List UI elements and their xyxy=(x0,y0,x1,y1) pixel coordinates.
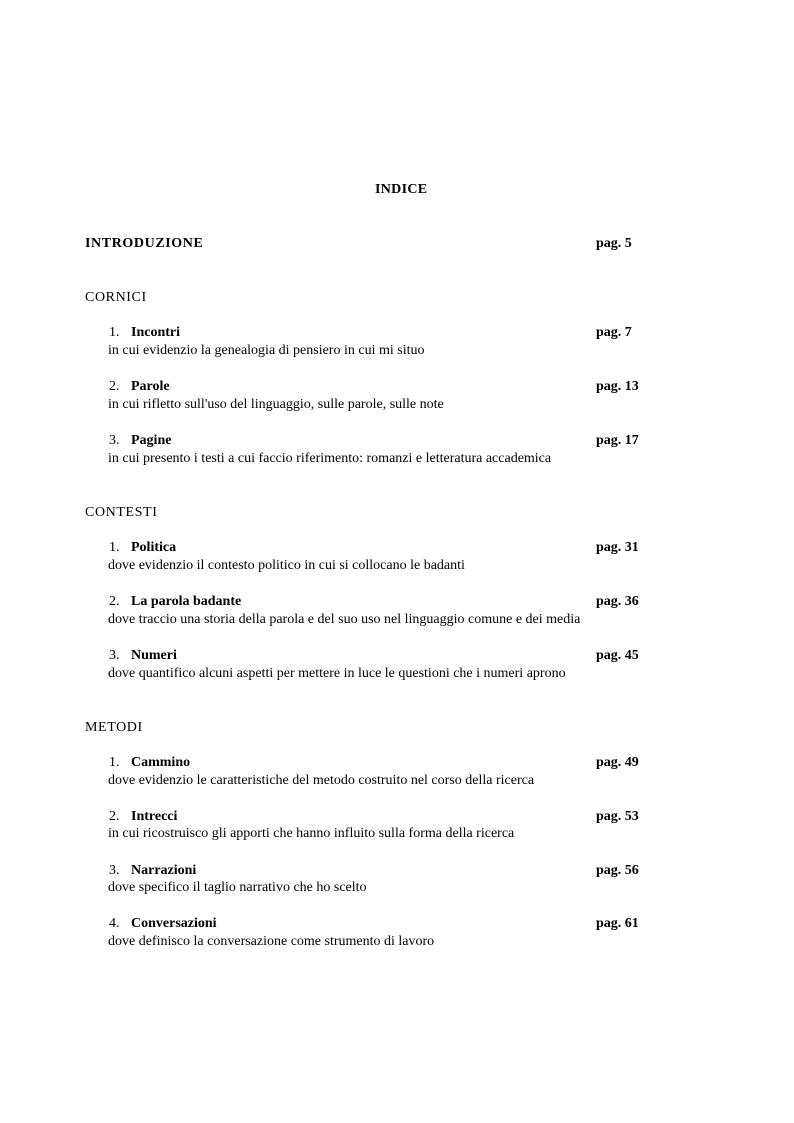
introduction-label: INTRODUZIONE xyxy=(85,236,204,251)
entry-description: dove specifico il taglio narrativo che ho scelto xyxy=(108,880,367,895)
entry-number: 3. xyxy=(109,863,120,878)
entry-title: Cammino xyxy=(131,755,191,770)
entry-number: 1. xyxy=(109,540,120,555)
entry-title: Incontri xyxy=(131,325,180,340)
entry-number: 2. xyxy=(109,809,120,824)
entry-page: pag. 45 xyxy=(596,648,639,663)
entry-title: Numeri xyxy=(131,648,177,663)
entry-page: pag. 17 xyxy=(596,433,639,448)
entry-page: pag. 13 xyxy=(596,379,639,394)
introduction-page: pag. 5 xyxy=(596,236,632,251)
entry-page: pag. 56 xyxy=(596,863,639,878)
entry-description: dove traccio una storia della parola e del suo uso nel linguaggio comune e dei media xyxy=(108,612,581,627)
entry-page: pag. 36 xyxy=(596,594,639,609)
entry-description: dove definisco la conversazione come strumento di lavoro xyxy=(108,934,435,949)
entry-title: Narrazioni xyxy=(131,863,197,878)
entry-description: dove evidenzio il contesto politico in cui si collocano le badanti xyxy=(108,558,465,573)
entry-title: Conversazioni xyxy=(131,916,217,931)
entry-page: pag. 7 xyxy=(596,325,632,340)
entry-number: 2. xyxy=(109,594,120,609)
page-title: INDICE xyxy=(375,182,428,197)
entry-title: La parola badante xyxy=(131,594,242,609)
entry-title: Pagine xyxy=(131,433,172,448)
entry-page: pag. 31 xyxy=(596,540,639,555)
entry-number: 2. xyxy=(109,379,120,394)
entry-number: 4. xyxy=(109,916,120,931)
entry-description: in cui rifletto sull'uso del linguaggio, sulle parole, sulle note xyxy=(108,397,444,412)
entry-title: Politica xyxy=(131,540,177,555)
entry-page: pag. 61 xyxy=(596,916,639,931)
entry-title: Intrecci xyxy=(131,809,178,824)
entry-number: 3. xyxy=(109,648,120,663)
entry-description: in cui presento i testi a cui faccio riferimento: romanzi e letteratura accademica xyxy=(108,451,552,466)
entry-description: dove quantifico alcuni aspetti per mettere in luce le questioni che i numeri aprono xyxy=(108,666,566,681)
entry-page: pag. 49 xyxy=(596,755,639,770)
section-heading-contesti: CONTESTI xyxy=(85,505,158,520)
section-heading-cornici: CORNICI xyxy=(85,290,147,305)
entry-number: 1. xyxy=(109,755,120,770)
entry-number: 3. xyxy=(109,433,120,448)
entry-title: Parole xyxy=(131,379,170,394)
entry-description: dove evidenzio le caratteristiche del metodo costruito nel corso della ricerca xyxy=(108,773,535,788)
entry-number: 1. xyxy=(109,325,120,340)
entry-page: pag. 53 xyxy=(596,809,639,824)
section-heading-metodi: METODI xyxy=(85,720,143,735)
entry-description: in cui evidenzio la genealogia di pensiero in cui mi situo xyxy=(108,343,425,358)
entry-description: in cui ricostruisco gli apporti che hanno influito sulla forma della ricerca xyxy=(108,826,515,841)
